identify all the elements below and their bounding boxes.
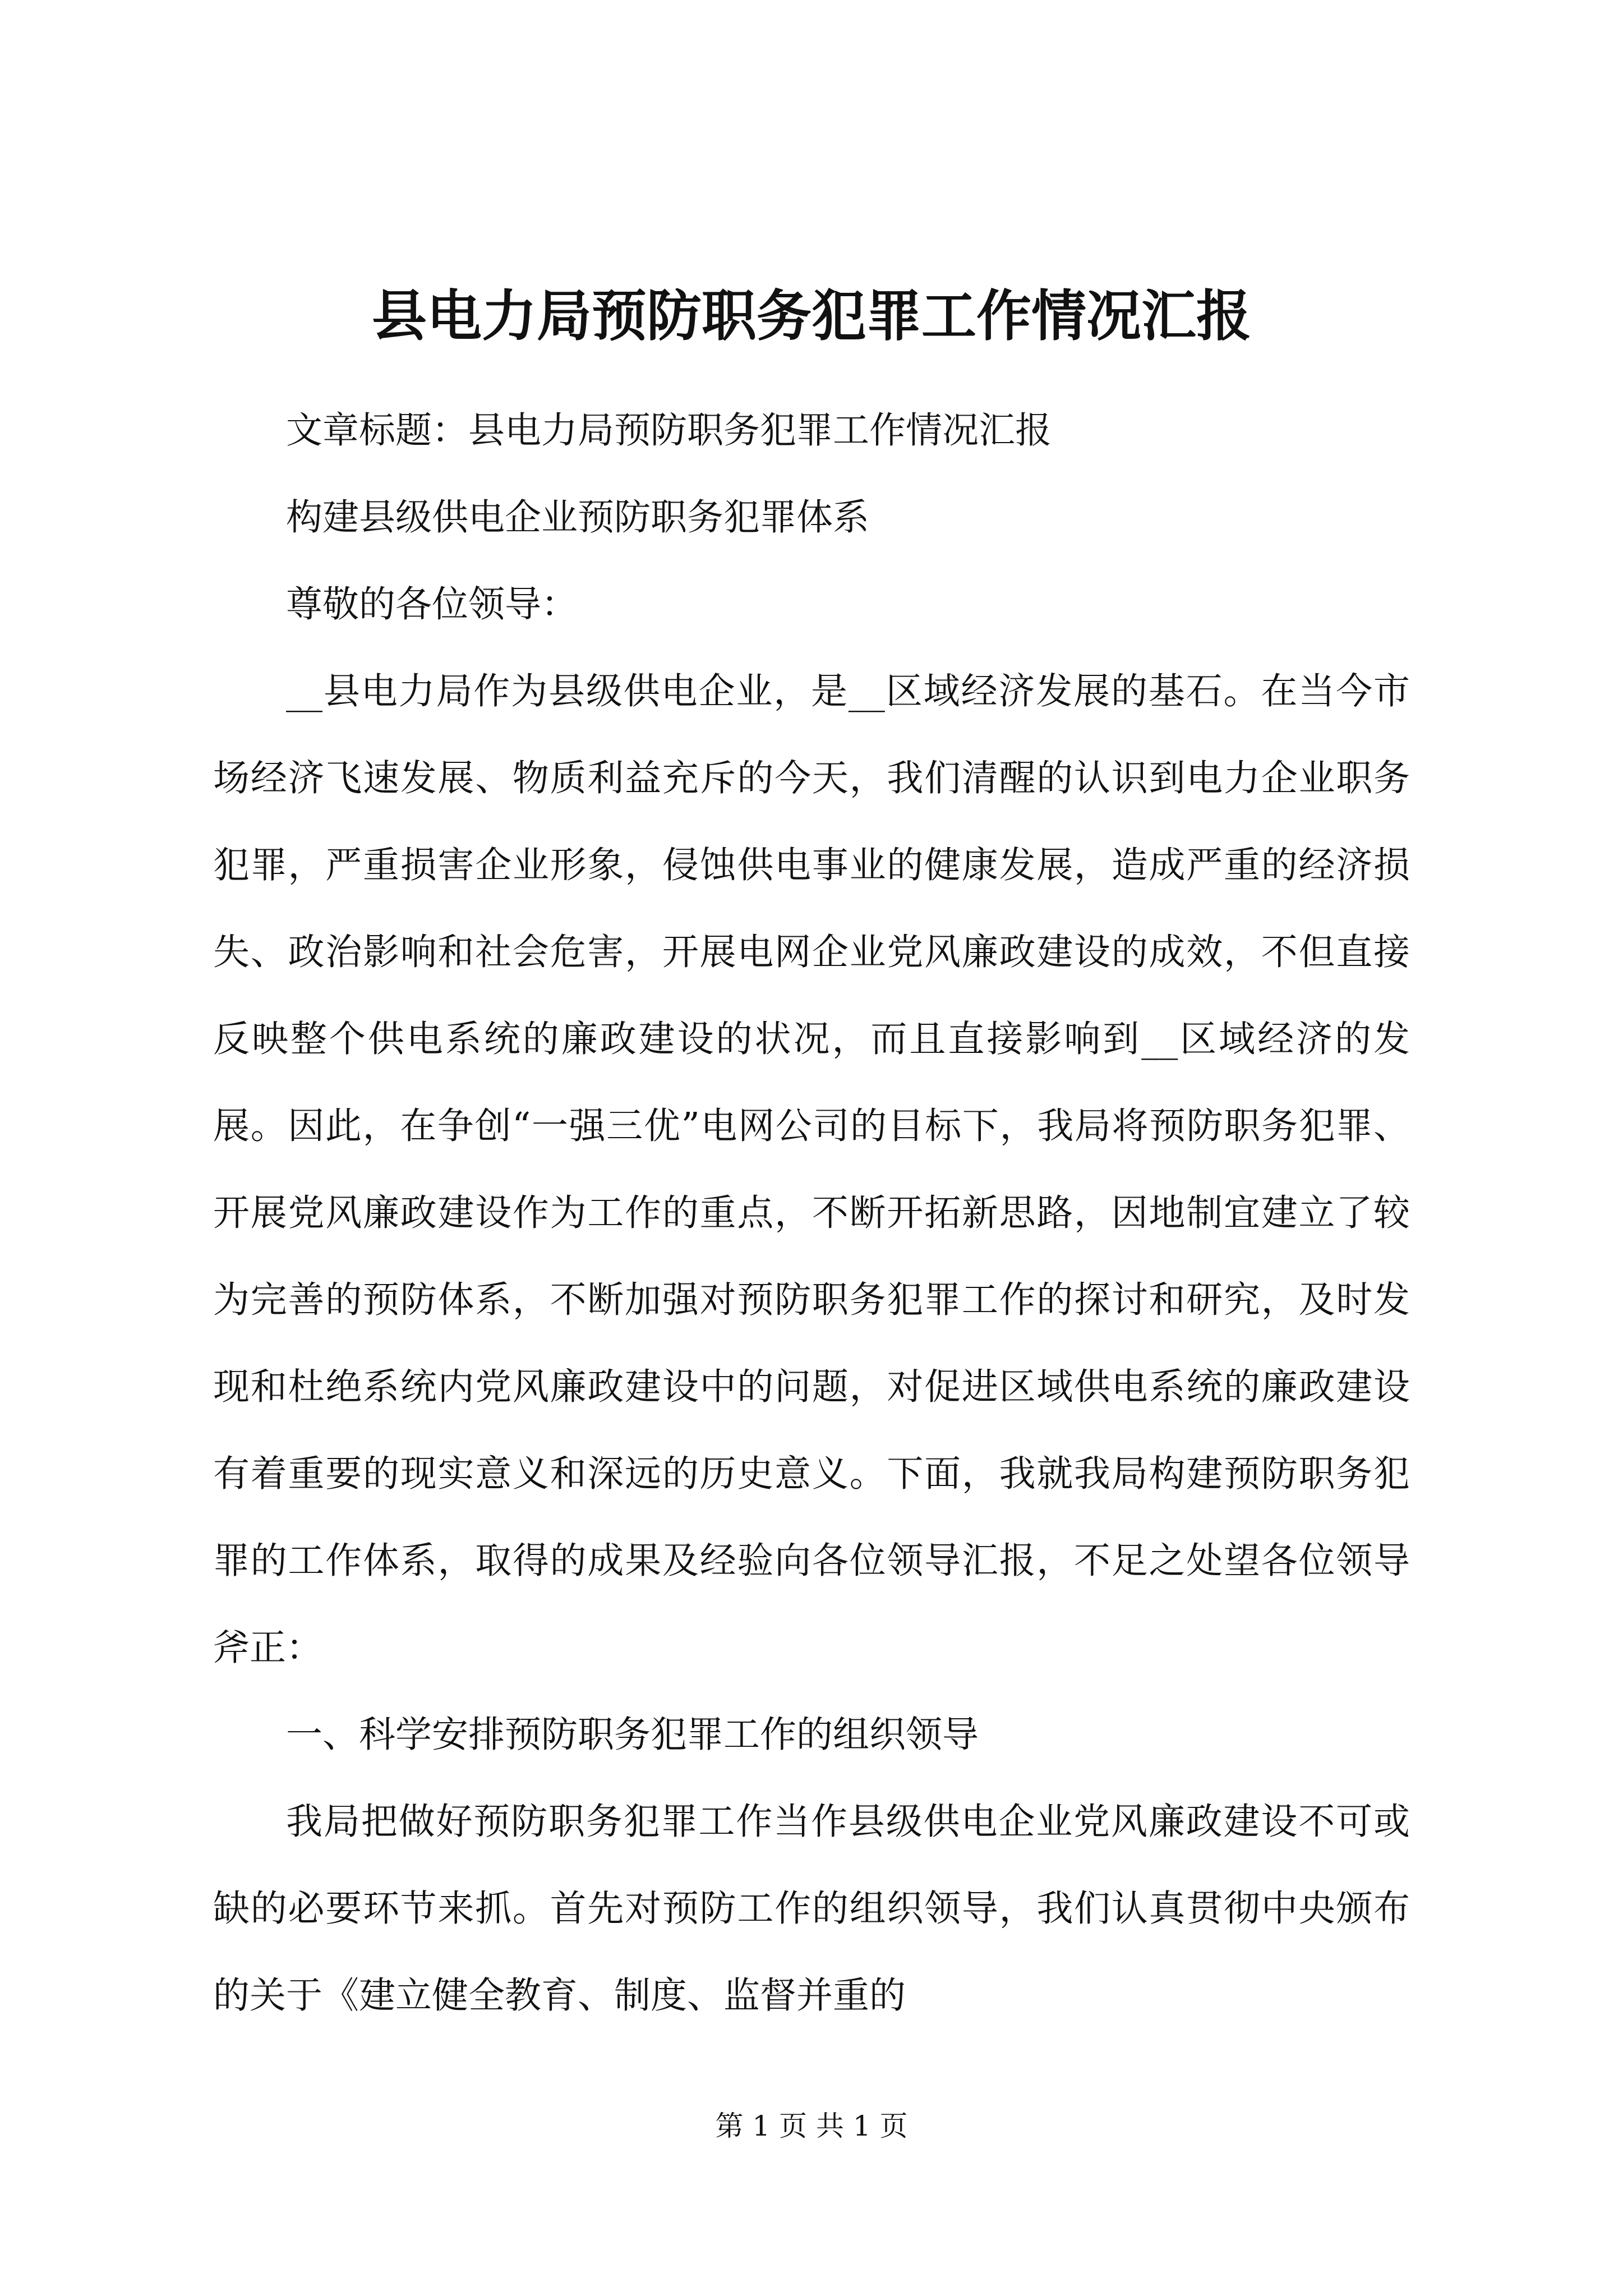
paragraph-subtitle: 构建县级供电企业预防职务犯罪体系 bbox=[286, 496, 870, 539]
section-heading-one: 一、科学安排预防职务犯罪工作的组织领导 bbox=[286, 1714, 979, 1756]
paragraph-salutation: 尊敬的各位领导： bbox=[286, 583, 578, 625]
paragraph-article-title: 文章标题：县电力局预防职务犯罪工作情况汇报 bbox=[286, 409, 1052, 452]
paragraph-introduction: __县电力局作为县级供电企业，是__区域经济发展的基石。在当今市场经济飞速发展、物质利益充斥的今天，我们清醒的认识到电力企业职务犯罪，严重损害企业形象，侵蚀供电事业的健康发展，造成严重的经济损失、政治影响和社会危害，开展电网企业党风廉政建设的成效，不但直接反映整个供电系统的廉政建设的状况，而且直接影响到__区域经济的发展。因此，在争创“一强三优”电网公司的目标下，我局将预防职务犯罪、开展党风廉政建设作为工作的重点，不断开拓新思路，因地制宜建立了较为完善的预防体系，不断加强对预防职务犯罪工作的探讨和研究，及时发现和杜绝系统内党风廉政建设中的问题，对促进区域供电系统的廉政建设有着重要的现实意义和深远的历史意义。下面，我就我局构建预防职务犯罪的工作体系，取得的成果及经验向各位领导汇报，不足之处望各位领导斧正： bbox=[213, 670, 1410, 1669]
document-body bbox=[213, 387, 1410, 2039]
page-number: 第 1 页 共 1 页 bbox=[715, 2110, 908, 2142]
document-title: 县电力局预防职务犯罪工作情况汇报 bbox=[371, 284, 1251, 348]
paragraph-section-one: 我局把做好预防职务犯罪工作当作县级供电企业党风廉政建设不可或缺的必要环节来抓。首先对预防工作的组织领导，我们认真贯彻中央颁布的关于《建立健全教育、制度、监督并重的 bbox=[213, 1801, 1410, 2017]
